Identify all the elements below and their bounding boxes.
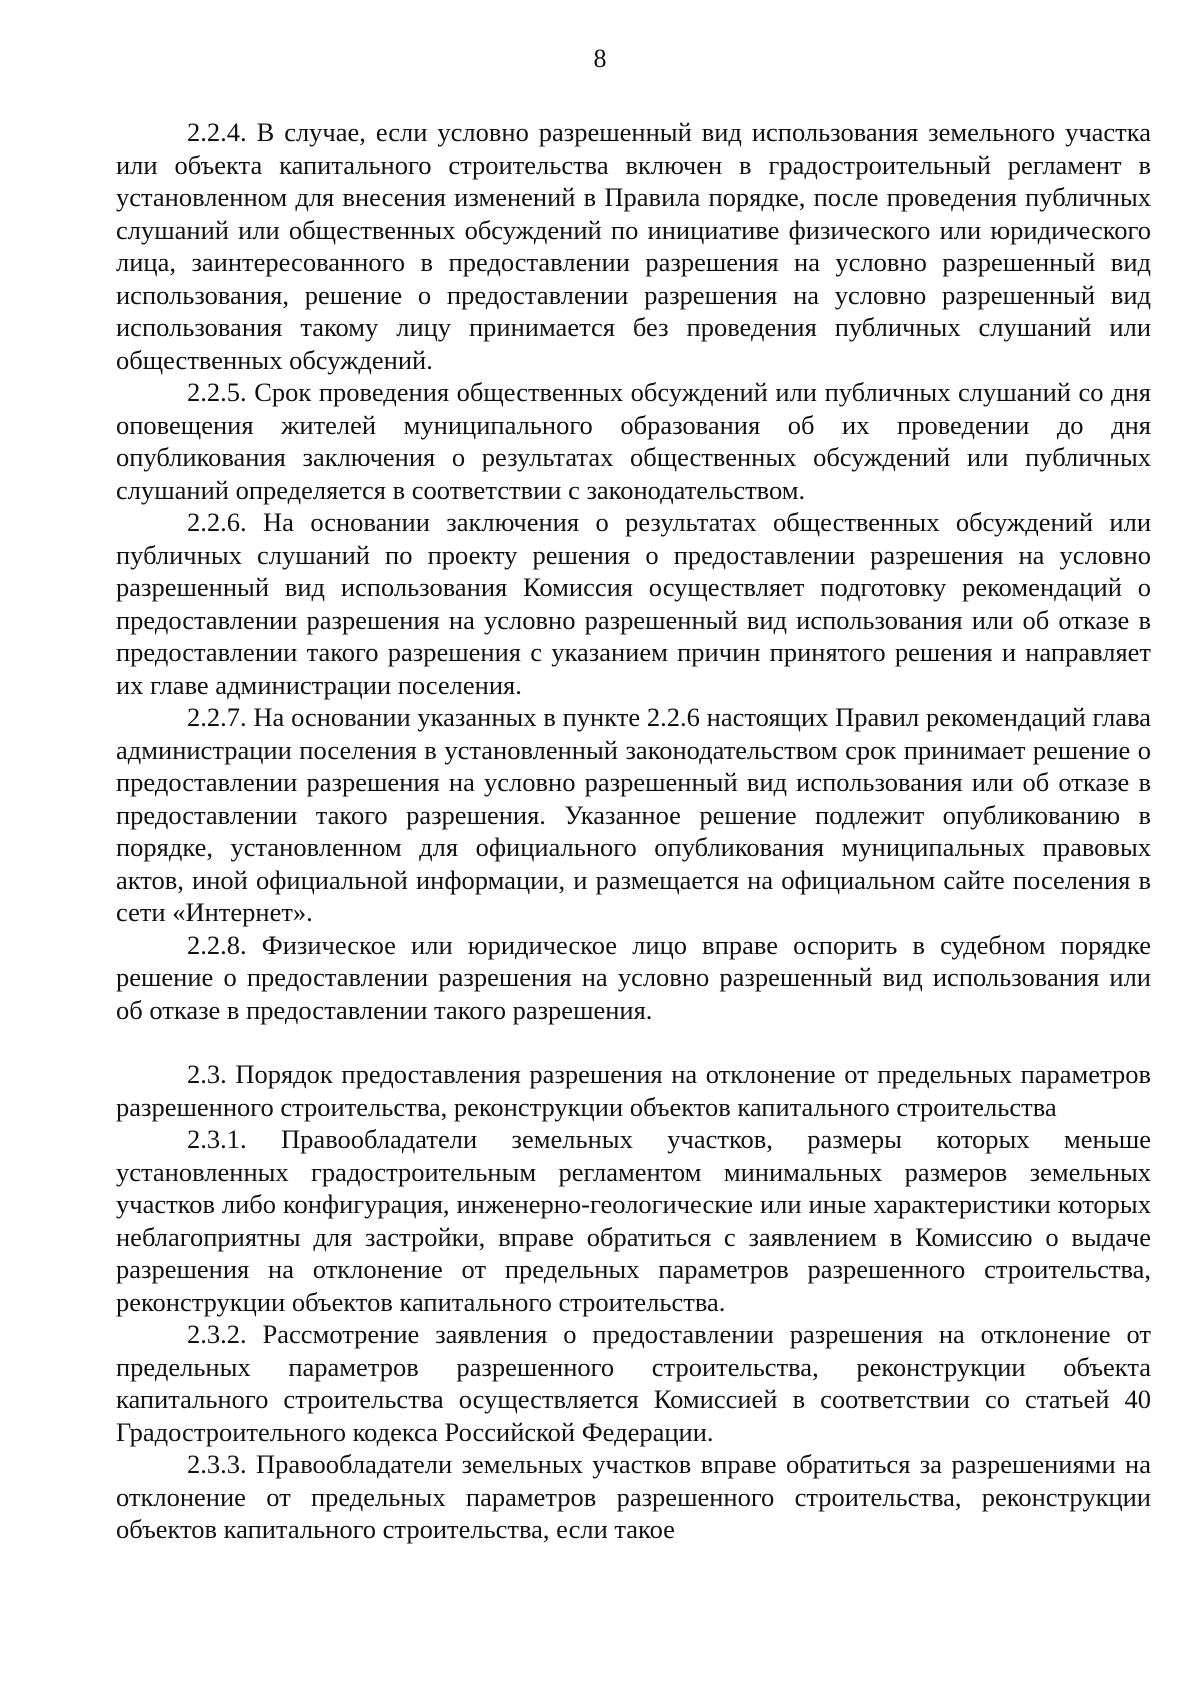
paragraph-2-2-5: 2.2.5. Срок проведения общественных обсуждений или публичных слушаний со дня оповещения жителей муниципального образования об их проведении до дня опубликования заключения о результатах общественных обсуждений или публичных слушаний определяется в соответствии с законодательством. <box>116 377 1151 505</box>
paragraph-2-2-7: 2.2.7. На основании указанных в пункте 2.2.6 настоящих Правил рекомендаций глава администрации поселения в установленный законодательством срок принимает решение о предоставлении разрешения на условно разрешенный вид использования или об отказе в предоставлении такого разрешения. Указанное решение подлежит опубликованию в порядке, установленном для официального опубликования муниципальных правовых актов, иной официальной информации, и размещается на официальном сайте поселения в сети «Интернет». <box>116 702 1151 927</box>
paragraph-2-3-1: 2.3.1. Правообладатели земельных участков, размеры которых меньше установленных градостроительным регламентом минимальных размеров земельных участков либо конфигурация, инженерно-геологические или иные характеристики которых неблагоприятны для застройки, вправе обратиться с заявлением в Комиссию о выдаче разрешения на отклонение от предельных параметров разрешенного строительства, реконструкции объектов капитального строительства. <box>116 1124 1151 1317</box>
document-body <box>116 116 1151 1546</box>
paragraph-2-2-4: 2.2.4. В случае, если условно разрешенный вид использования земельного участка или объекта капитального строительства включен в градостроительный регламент в установленном для внесения изменений в Правила порядке, после проведения публичных слушаний или общественных обсуждений по инициативе физического или юридического лица, заинтересованного в предоставлении разрешения на условно разрешенный вид использования, решение о предоставлении разрешения на условно разрешенный вид использования такому лицу принимается без проведения публичных слушаний или общественных обсуждений. <box>116 117 1151 375</box>
paragraph-2-2-6: 2.2.6. На основании заключения о результатах общественных обсуждений или публичных слушаний по проекту решения о предоставлении разрешения на условно разрешенный вид использования Комиссия осуществляет подготовку рекомендаций о предоставлении разрешения на условно разрешенный вид использования или об отказе в предоставлении такого разрешения с указанием причин принятого решения и направляет их главе администрации поселения. <box>116 507 1151 700</box>
paragraph-2-2-8: 2.2.8. Физическое или юридическое лицо вправе оспорить в судебном порядке решение о предоставлении разрешения на условно разрешенный вид использования или об отказе в предоставлении такого разрешения. <box>116 929 1151 1025</box>
section-heading-2-3: 2.3. Порядок предоставления разрешения на отклонение от предельных параметров разрешенного строительства, реконструкции объектов капитального строительства <box>116 1059 1151 1122</box>
paragraph-2-3-3: 2.3.3. Правообладатели земельных участков вправе обратиться за разрешениями на отклонение от предельных параметров разрешенного строительства, реконструкции объектов капитального строительства, если такое <box>116 1449 1151 1544</box>
paragraph-2-3-2: 2.3.2. Рассмотрение заявления о предоставлении разрешения на отклонение от предельных параметров разрешенного строительства, реконструкции объекта капитального строительства осуществляется Комиссией в соответствии со статьей 40 Градостроительного кодекса Российской Федерации. <box>116 1319 1151 1447</box>
page-number: 8 <box>593 44 607 73</box>
